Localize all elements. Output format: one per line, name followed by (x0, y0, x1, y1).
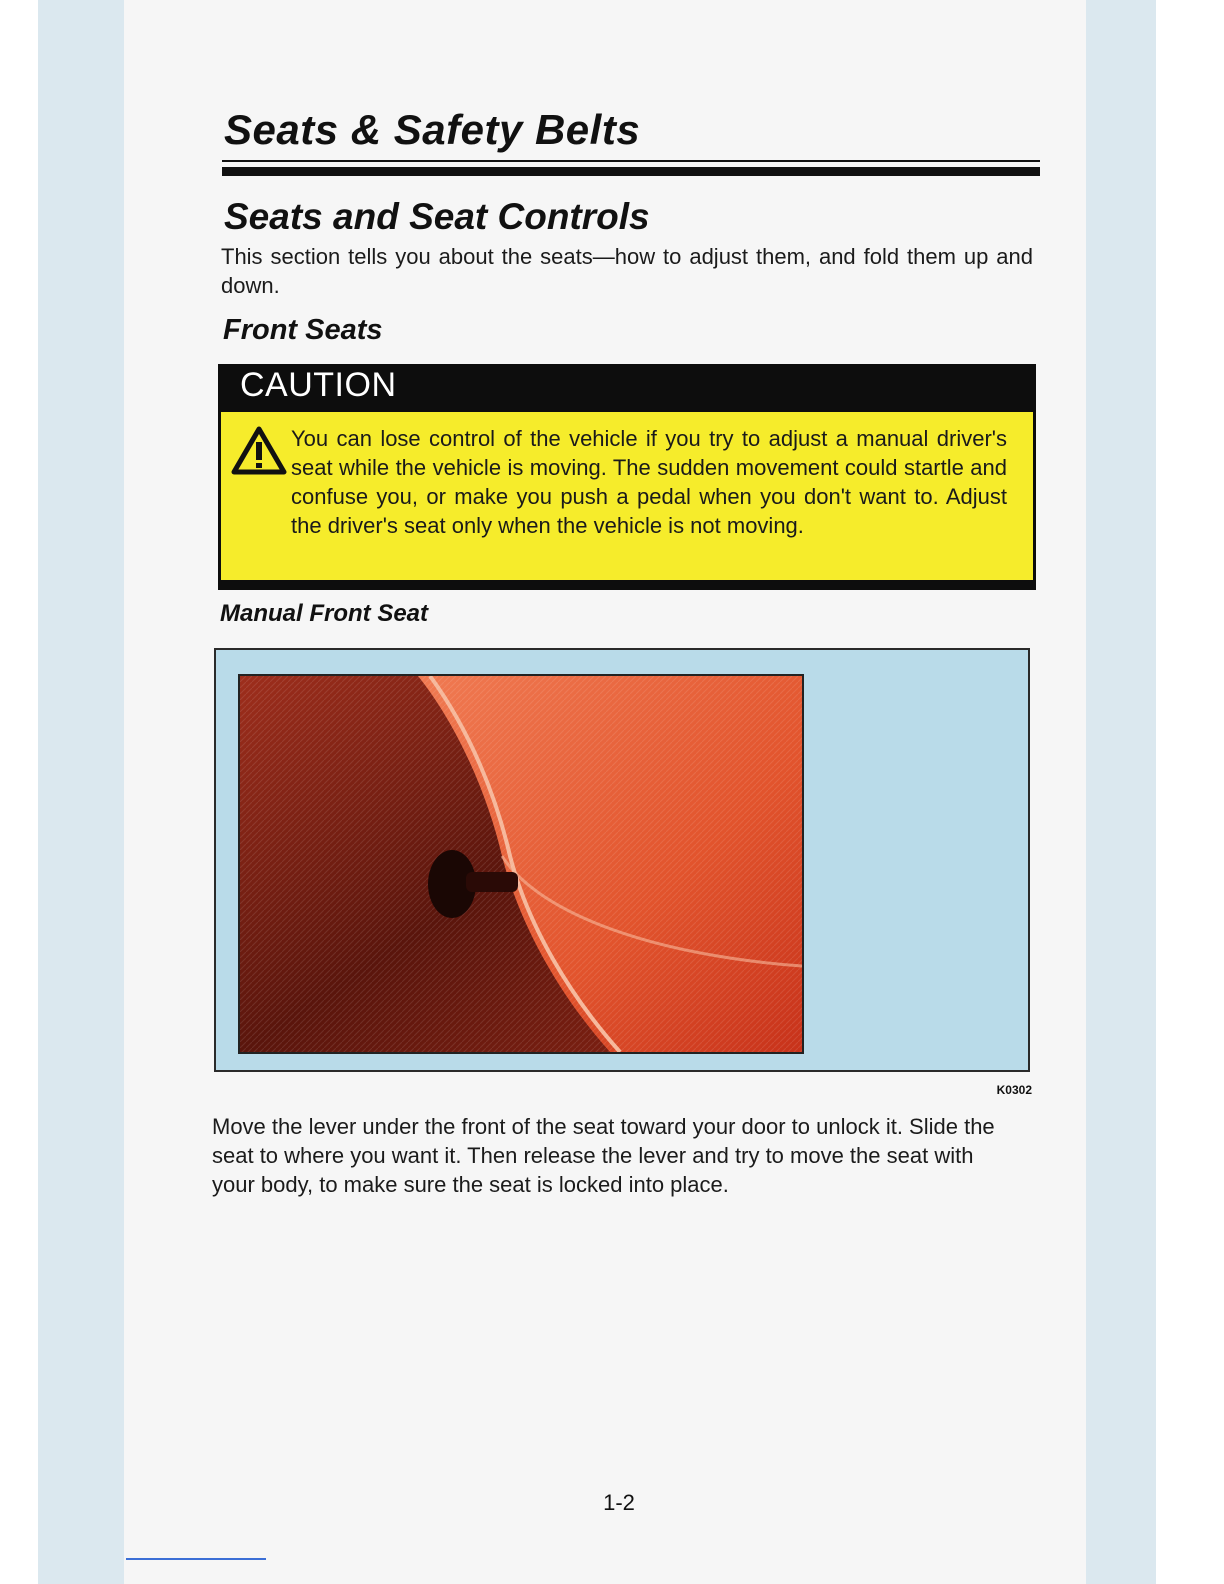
seat-photo (238, 674, 804, 1054)
figure-code: K0302 (996, 1083, 1032, 1097)
scan-margin-right (1086, 0, 1156, 1584)
caution-body (221, 412, 1033, 580)
scan-margin-left (38, 0, 124, 1584)
page-content (124, 0, 1086, 1584)
subsection-title: Front Seats (223, 314, 383, 346)
scan-edge-left (0, 0, 38, 1584)
section-title: Seats and Seat Controls (224, 196, 650, 237)
manual-page (124, 0, 1086, 1584)
chapter-rule-thin (222, 160, 1040, 162)
page-number: 1-2 (603, 1490, 635, 1515)
instructions-paragraph: Move the lever under the front of the seat toward your door to unlock it. Slide the seat to where you want it. Then release the lever and try to move the seat with your body, to make sure the seat is locked into place. (212, 1114, 995, 1197)
scan-edge-right (1156, 0, 1224, 1584)
chapter-title: Seats & Safety Belts (224, 106, 641, 153)
bottom-link-underline (126, 1558, 266, 1560)
caution-heading: CAUTION (240, 366, 397, 404)
chapter-rule-thick (222, 167, 1040, 176)
seat-photo-illustration (240, 676, 802, 1052)
caution-box (218, 364, 1036, 590)
intro-paragraph: This section tells you about the seats—how to adjust them, and fold them up and down. (221, 244, 1033, 298)
minor-title: Manual Front Seat (220, 600, 429, 627)
warning-triangle-icon (231, 426, 287, 476)
caution-text: You can lose control of the vehicle if you try to adjust a manual driver's seat while the vehicle is moving. The sudden movement could startle and confuse you, or make you push a pedal when you don't want to. Adjust the driver's seat only when the vehicle is not moving. (291, 426, 1007, 538)
seat-figure (214, 648, 1030, 1072)
